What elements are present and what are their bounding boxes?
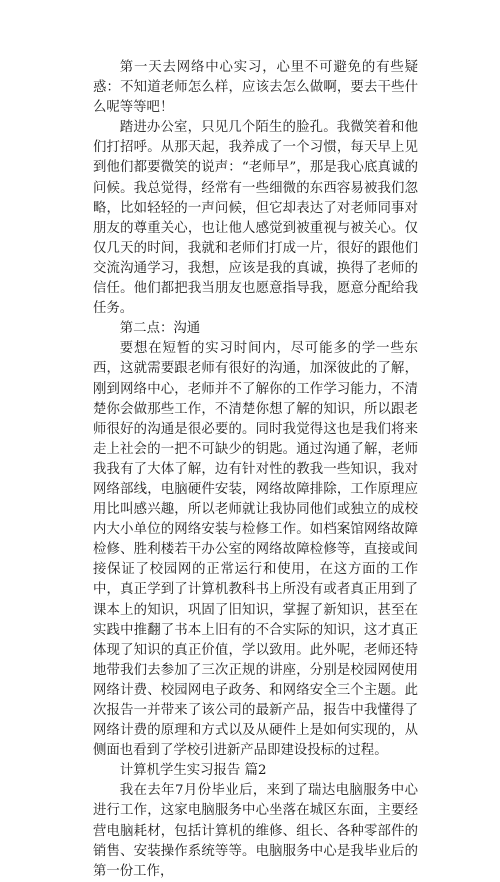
report-heading-part-2: 计算机学生实习报告 篇2	[119, 763, 267, 779]
document-page	[93, 58, 418, 882]
section-label-communication: 第二点：沟通	[119, 321, 201, 337]
paragraph-3: 要想在短暂的实习时间内，尽可能多的学一些东西，这就需要跟老师有很好的沟通，加深彼此的了解，刚到网络中心，老师并不了解你的工作学习能力，不清楚你会做那些工作，不清楚你想了解的知识，所以跟老师很好的沟通是很必要的。同时我觉得这也是我们将来走上社会的一把不可缺少的钥匙。通过沟通了解，老师我我有了大体了解，边有针对性的教我一些知识，我对网络部线，电脑硬件安装，网络故障排除，工作原理应用比叫感兴趣，所以老师就让我协同他们或独立的成校内大小单位的网络安装与检修工作。如档案馆网络故障检修、胜利楼若干办公室的网络故障检修等，直接或间接保证了校园网的正常运行和使用，在这方面的工作中，真正学到了计算机教科书上所没有或者真正用到了课本上的知识，巩固了旧知识，掌握了新知识，甚至在实践中推翻了书本上旧有的不合实际的知识，这才真正体现了知识的真正价值，学以致用。此外呢，老师还特地带我们去参加了三次正规的讲座，分别是校园网使用网络计费、校园网电子政务、和网络安全三个主题。此次报告一并带来了该公司的最新产品，报告中我懂得了网络计费的原理和方式以及从硬件上是如何实现的，从侧面也看到了学校引进新产品即建设投标的过程。	[93, 341, 418, 759]
paragraph-1: 第一天去网络中心实习，心里不可避免的有些疑惑：不知道老师怎么样，应该去怎么做啊，要去干些什么呢等等吧！	[93, 60, 418, 116]
paragraph-2: 踏进办公室，只见几个陌生的脸孔。我微笑着和他们打招呼。从那天起，我养成了一个习惯，每天早上见到他们都要微笑的说声：“老师早”，那是我心底真诚的问候。我总觉得，经常有一些细微的东西容易被我们忽略，比如轻轻的一声问候，但它却表达了对老师同事对朋友的尊重关心，也让他人感觉到被重视与被关心。仅仅几天的时间，我就和老师们打成一片，很好的跟他们交流沟通学习，我想，应该是我的真诚，换得了老师的信任。他们都把我当朋友也愿意指导我，愿意分配给我任务。	[93, 120, 418, 317]
paragraph-4: 我在去年7月份毕业后，来到了瑞达电脑服务中心进行工作，这家电脑服务中心坐落在城区东面，主要经营电脑耗材，包括计算机的维修、组长、各种零部件的销售、安装操作系统等等。电脑服务中心是我毕业后的第一份工作，	[93, 783, 418, 879]
